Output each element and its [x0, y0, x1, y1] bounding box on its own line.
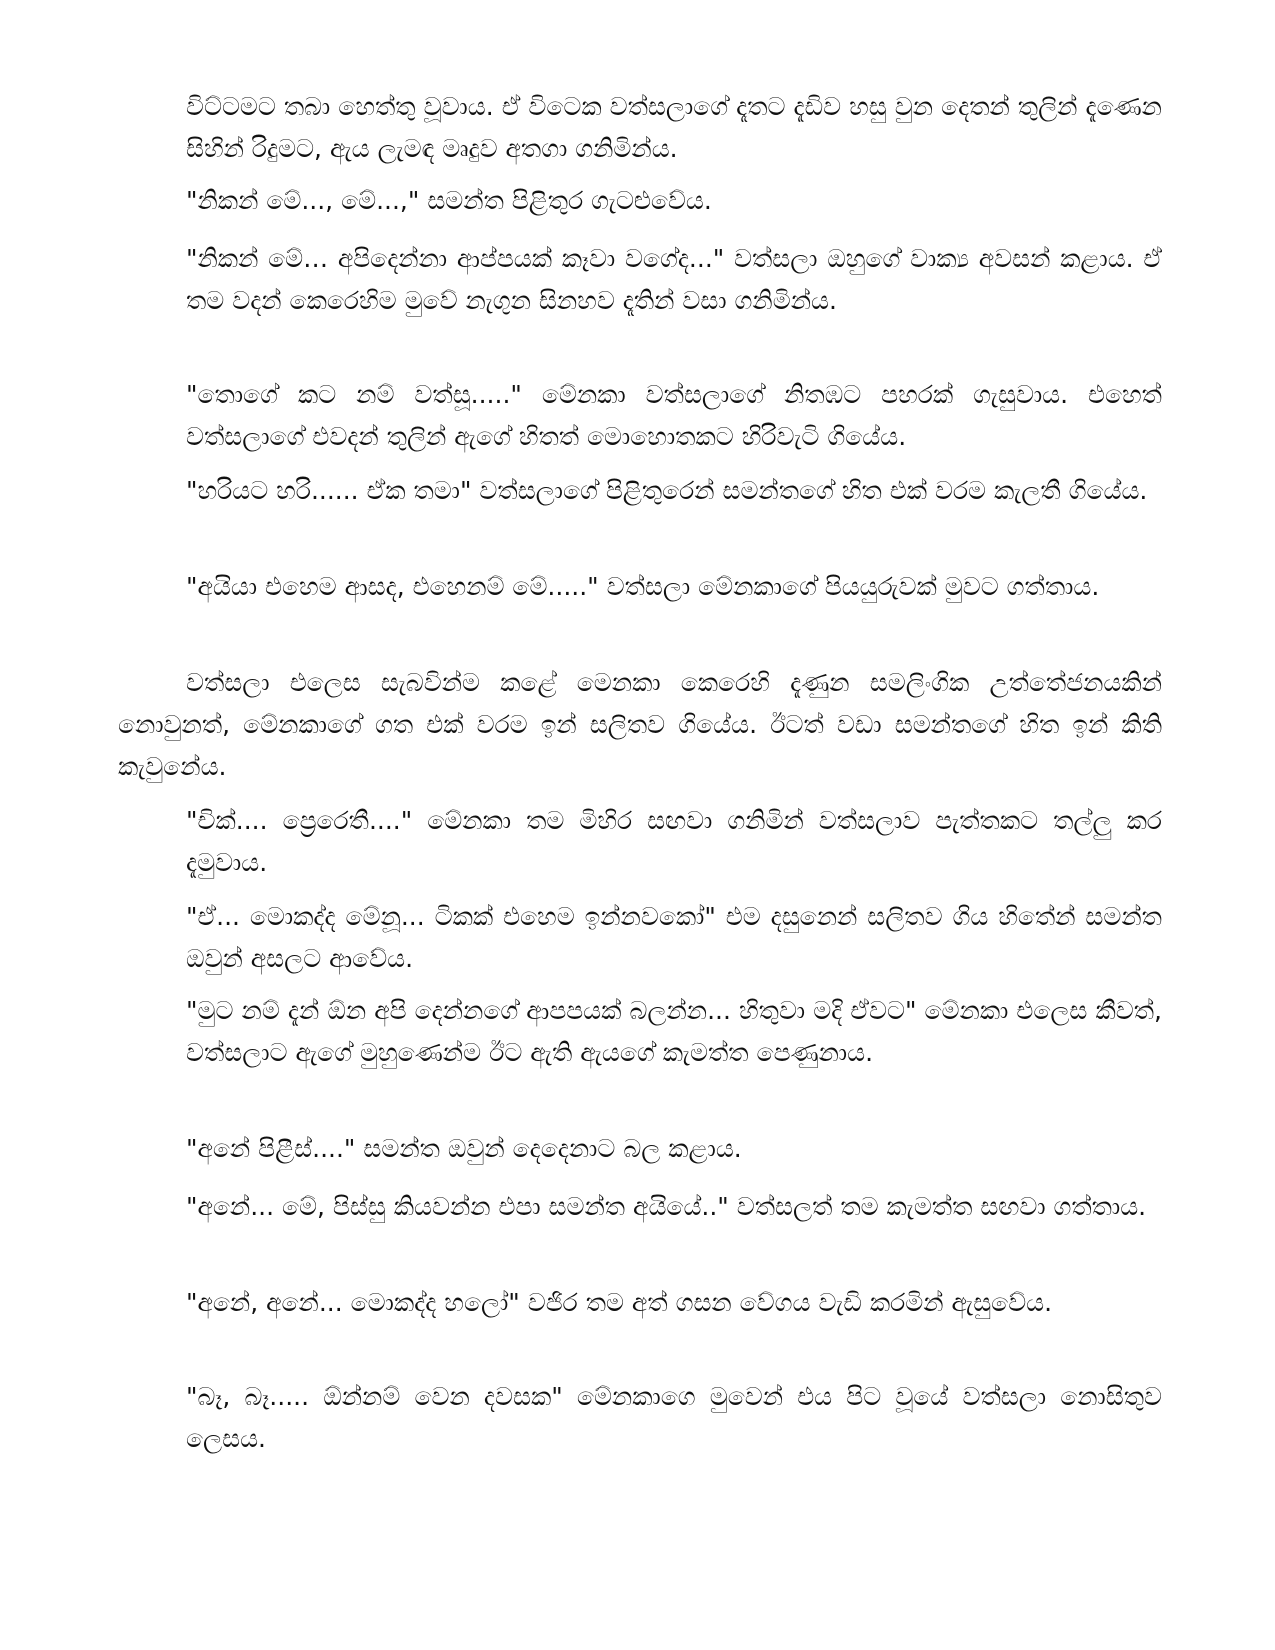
paragraph: විට්ටමට තබා හෙත්තු වූවාය. ඒ විටෙක වත්සලාගේ දෑතට දැඩිව හසු වුන දෙතන් තුලින් දැණෙන සිහින් රිදුමට, ඇය ලැමඳ මෘදුව අතගා ගනිමින්ය.	[186, 92, 1162, 163]
paragraph: "හරියට හරි...... ඒක තමා" වත්සලාගේ පිළිතුරෙන් සමන්තගේ හිත එක් වරම කැලතී ගියේය.	[186, 476, 1148, 505]
paragraph: "මුට නම් දැන් ඕන අපි දෙන්නගේ ආපපයක් බලන්න... හිතුවා මදි ඒවට" මේනකා එලෙස කීවත්, වත්සලාට ඇගේ මුහුණෙන්ම ඊට ඇති ඇයගේ කැමත්ත පෙණුනාය.	[186, 996, 1162, 1067]
paragraph: "නිකන් මේ..., මේ...," සමන්ත පිළිතුර ගැටළුවේය.	[186, 186, 712, 215]
paragraph: "නිකන් මේ… අපිදෙන්නා ආප්පයක් කෑවා වගේද..." වත්සලා ඔහුගේ වාක්‍ය අවසන් කළාය. ඒ තම වදන් කෙරෙහිම මුවේ නැගුන සිනහව දෑතින් වසා ගනිමින්ය.	[186, 244, 1162, 315]
paragraph: "චික්.... ප්‍රෙරෙතී...." මේනකා තම මිහිර සඟවා ගනිමින් වත්සලාව පැත්තකට තල්ලු කර දැමුවාය.	[186, 806, 1162, 877]
paragraph: "බෑ, බෑ..... ඕන්නම් වෙන දවසක" මේනකාගෙ මුවෙන් එය පිට වූයේ වත්සලා නොසිතුව ලෙසය.	[186, 1382, 1162, 1453]
paragraph: "අනේ පිළීස්...." සමන්ත ඔවුන් දෙදෙනාට බල කළාය.	[186, 1134, 742, 1163]
paragraph: "තොගේ කට නම් වත්සූ....." මේනකා වත්සලාගේ නිතඹට පහරක් ගැසුවාය. එහෙත් වත්සලාගේ එවදන් තුලින් ඇගේ හිතත් මොහොතකට හිරිවැටි ගියේය.	[186, 380, 1162, 451]
paragraph: "ඒ... මොකද්ද මේනූ... ටිකක් එහෙම ඉන්නවකෝ" එම දසුනෙන් සලිතව ගිය හිතේන් සමන්ත ඔවුන් අසලට ආවේය.	[186, 902, 1162, 973]
paragraph: "අයියා එහෙම ආසද, එහෙනම් මේ....." වත්සලා මේනකාගේ පියයුරුවක් මුවට ගත්තාය.	[186, 572, 1100, 601]
paragraph: "අනේ, අනේ... මොකද්ද හලෝ" වජිර තම අත් ගසන වේගය වැඩි කරමින් ඇසුවේය.	[186, 1288, 1053, 1317]
paragraph: "අනේ... මේ, පිස්සු කියවන්න එපා සමන්ත අයියේ.." වත්සලත් තම කැමත්ත සඟවා ගත්තාය.	[186, 1192, 1147, 1221]
paragraph: වත්සලා එලෙස සැබවින්ම කළේ මෙනකා කෙරෙහි දැණුන සමලිංගික උත්තේජනයකින් නොවුනත්, මේනකාගේ ගත එක් වරම ඉන් සලිතව ගියේය. ඊටත් වඩා සමන්තගේ හිත ඉන් කිති කැවුනේය.	[118, 668, 1162, 781]
